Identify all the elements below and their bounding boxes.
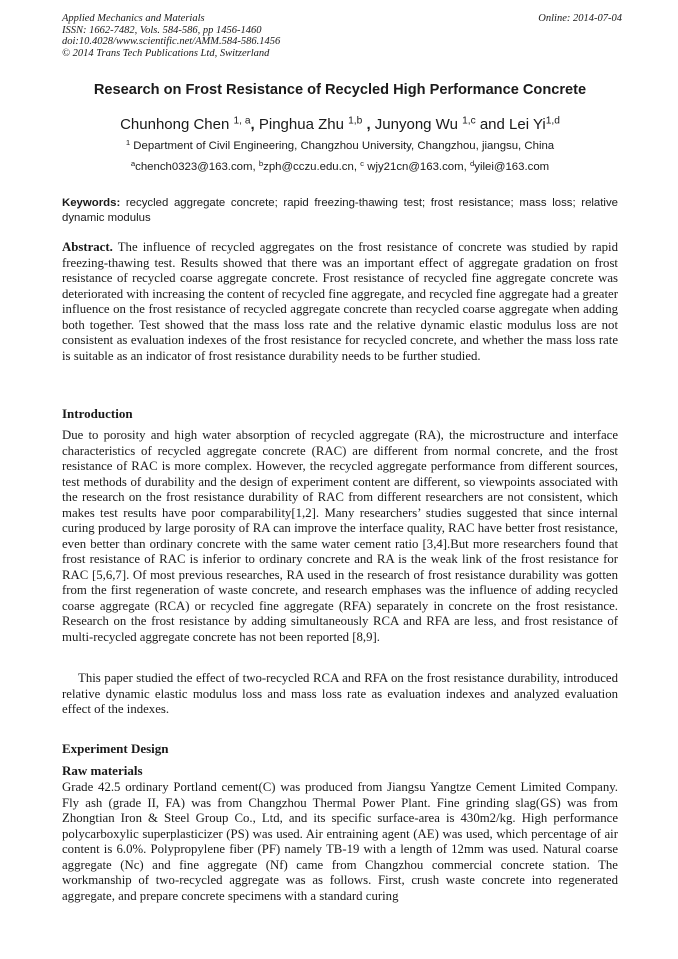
email-sup: d [469,158,475,168]
author-name: Junyong Wu [374,116,458,133]
copyright-line: © 2014 Trans Tech Publications Ltd, Switzerland [62,47,270,59]
section-heading-experiment: Experiment Design [62,741,169,756]
author-name: Chunhong Chen [120,116,230,133]
email-link[interactable]: zph@cczu.edu.cn, [263,161,361,173]
keywords-text: recycled aggregate concrete; rapid freezing-thawing test; frost resistance; mass loss; relative dynamic modulus [62,197,618,224]
journal-header [62,13,622,59]
affiliation-text: Department of Civil Engineering, Changzhou University, Changzhou, jiangsu, China [130,140,555,152]
doi-line: doi:10.4028/www.scientific.net/AMM.584-586.1456 [62,36,281,48]
email-link[interactable]: yilei@163.com [474,161,550,173]
author-name: Pinghua Zhu [258,116,344,133]
abstract-label: Abstract. [62,240,113,254]
author-name: Lei Yi [509,116,546,133]
affiliation [40,137,640,152]
author-affil-sup: 1, a [233,115,251,127]
abstract [62,240,618,364]
keywords [62,196,618,226]
journal-name: Applied Mechanics and Materials [62,13,205,24]
keywords-label: Keywords: [62,197,121,209]
author-emails [40,158,640,173]
raw-materials-paragraph: Grade 42.5 ordinary Portland cement(C) was produced from Jiangsu Yangtze Cement Limited Company. Fly ash (grade II, FA) was from Changzhou Thermal Power Plant. Fine grinding slag(GS) was from Zhongtian Iron & Steel Group Co., Ltd, and its specific surface-area is 430m2/kg. High performance polycarboxylic superplasticizer (PS) was used. Air entraining agent (AE) was used, which percentage of air content is 6.0%. Polypropylene fiber (PF) namely TB-19 with a length of 12mm was used. Natural coarse aggregate (Nc) and fine aggregate (Nf) came from Changzhou commercial concrete station. The workmanship of two-recycled aggregate was as follows. First, crush waste concrete into regenerated aggregate, and prepare concrete specimens with a standard curing [62,780,618,903]
introduction-paragraph-2: This paper studied the effect of two-recycled RCA and RFA on the frost resistance durability, introduced relative dynamic elastic modulus loss and mass loss rate as evaluation indexes and analyzed evaluation effect of the indexes. [62,671,618,716]
email-sup: b [258,158,264,168]
section-heading-introduction: Introduction [62,406,133,421]
subsection-heading-raw-materials: Raw materials [62,763,143,778]
email-link[interactable]: chench0323@163.com, [135,161,259,173]
author-list [40,116,640,133]
introduction-paragraph-1: Due to porosity and high water absorption of recycled aggregate (RA), the microstructure and interface characteristics of recycled aggregate concrete (RAC) are different from normal concrete, and the frost resistance of RAC is more complex. However, the recycled aggregate performance from different sources, test methods of durability and the design of experiment content are different, so viewpoints associated with the research on the frost resistance durability of RAC from different researchers are not consistent, which makes test results have poor comparability[1,2]. Many researchers’ studies suggested that since internal curing produced by large porosity of RA can improve the interface quality, RAC have better frost resistance, even better than ordinary concrete with the same water cement ratio [3,4].But more researchers found that frost resistance of RAC is inferior to ordinary concrete and RA is the weak link of the frost resistance for RAC [5,6,7]. Of most previous researches, RA used in the research of frost resistance durability was gotten from the first regeneration of waste concrete, and research emphases was the influence of adding recycled coarse aggregate (RCA) or recycled fine aggregate (RFA) separately in concrete on the frost resistance. Research on the frost resistance by adding simultaneously RCA and RFA are less, and frost resistance of multi-recycled aggregate concrete has not been reported [8,9]. [62,428,618,644]
author-affil-sup: 1,b [348,115,363,127]
paper-title: Research on Frost Resistance of Recycled High Performance Concrete [93,82,587,98]
email-sup: c [360,158,365,168]
issn-line: ISSN: 1662-7482, Vols. 584-586, pp 1456-1460 [62,24,262,36]
affiliation-sup: 1 [125,137,131,147]
online-date: Online: 2014-07-04 [538,13,622,24]
email-sup: a [130,158,136,168]
author-separator: , [250,116,259,133]
author-and: and [475,116,510,133]
author-affil-sup: 1,d [545,115,560,127]
email-link[interactable]: wjy21cn@163.com, [364,161,470,173]
author-separator: , [362,116,375,133]
author-affil-sup: 1,c [462,115,476,127]
abstract-text: The influence of recycled aggregates on the frost resistance of concrete was studied by rapid freezing-thawing test. Results showed that there was an important effect of aggregate gradation on frost resistance of recycled coarse aggregate concrete. Frost resistance of recycled fine aggregate concrete was deteriorated with increasing the content of recycled fine aggregate, and recycled fine aggregate had a greater influence on the frost resistance of recycled aggregate concrete than recycled coarse aggregate when adding both together. Test showed that the mass loss rate and the relative dynamic elastic modulus loss are not consistent as evaluation indexes of the frost resistance for recycled concrete, and whether the mass loss rate is suitable as an indicator of frost resistance durability needs to be further studied. [62,240,618,363]
